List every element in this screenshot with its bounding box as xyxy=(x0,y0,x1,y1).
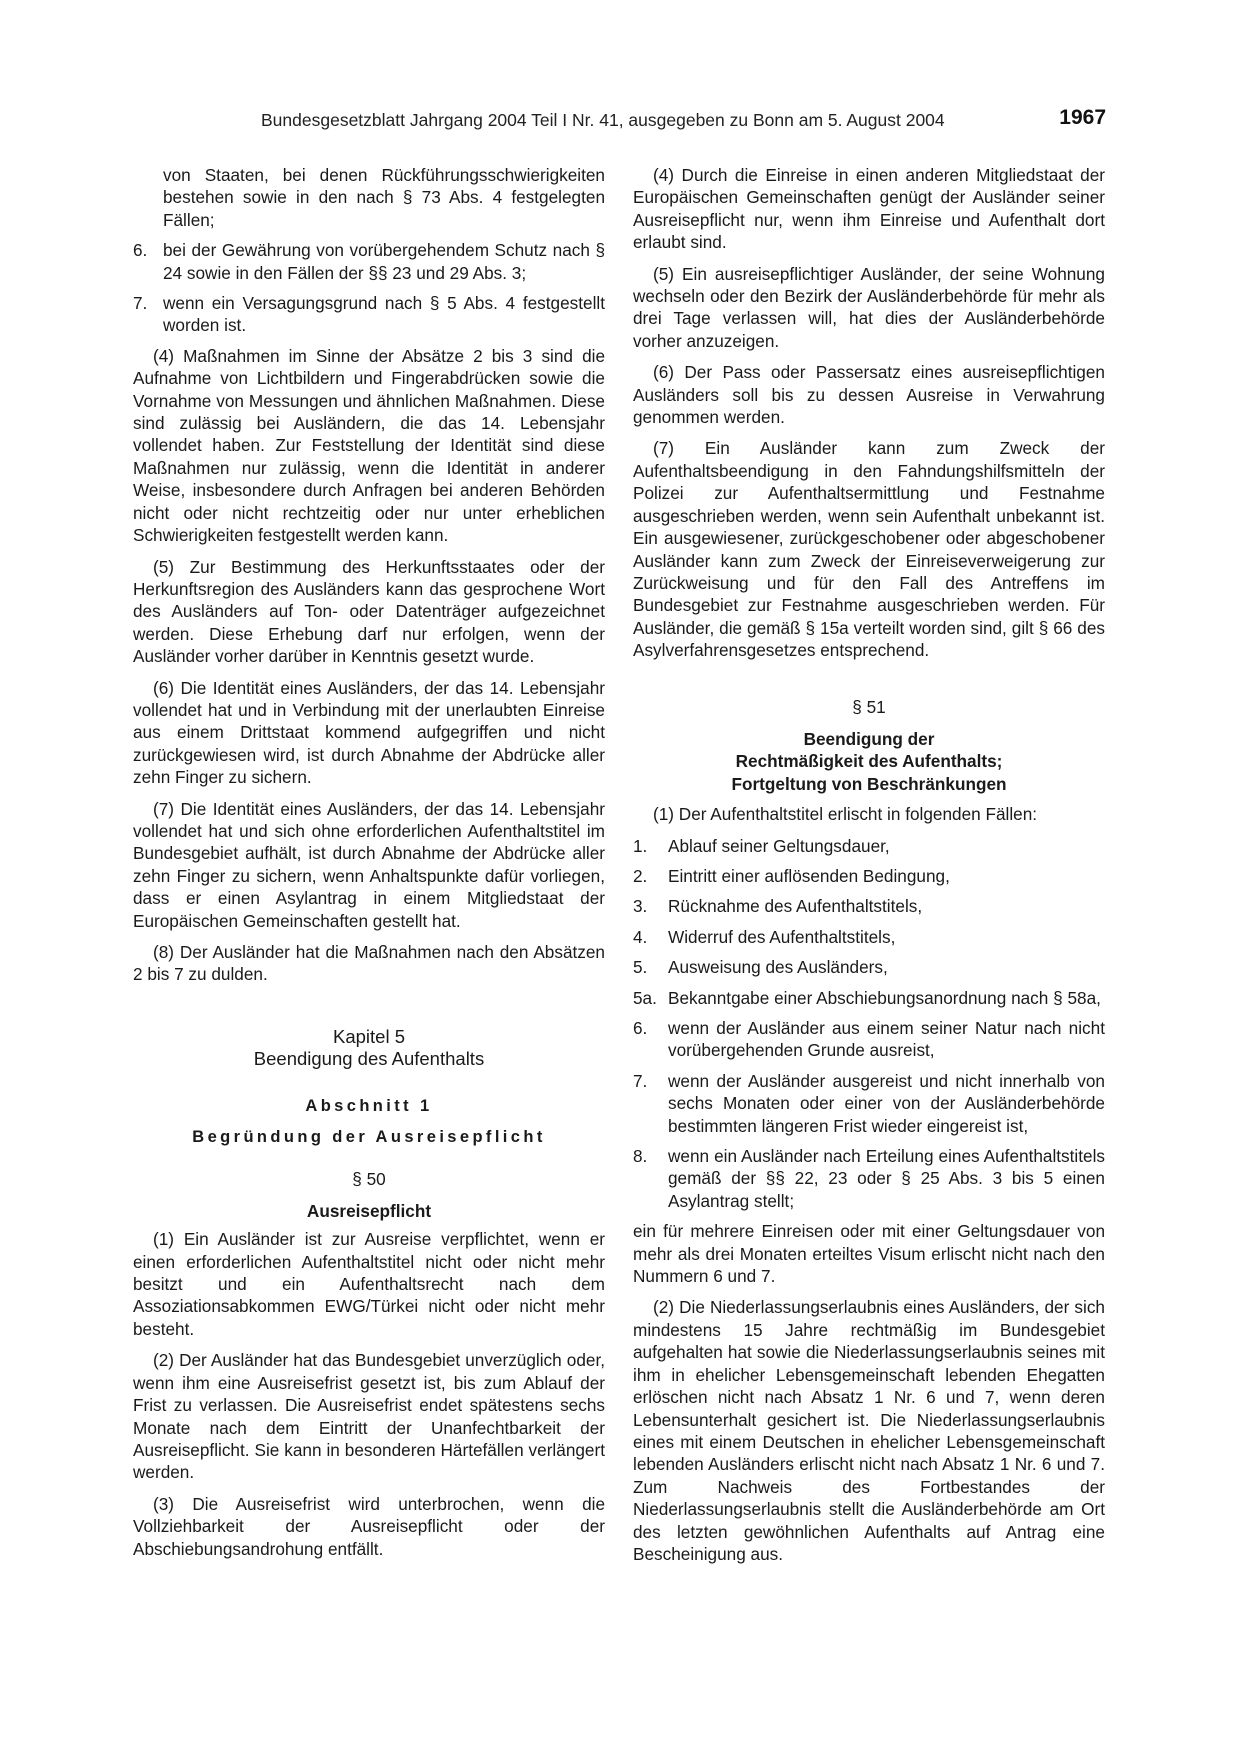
section-title-line: Rechtmäßigkeit des Aufenthalts; xyxy=(735,751,1003,772)
paragraph: (6) Der Pass oder Passersatz eines ausreisepflichtigen Ausländers soll bis zu dessen Ausreise in Verwahrung genommen werden. xyxy=(633,362,1105,428)
list-item xyxy=(633,926,1105,948)
left-column xyxy=(133,164,605,1569)
section-title: Ausreisepflicht xyxy=(306,1200,432,1221)
list-item-text: bei der Gewährung von vorübergehendem Schutz nach § 24 sowie in den Fällen der §§ 23 und 29 Abs. 3; xyxy=(163,240,605,283)
paragraph: (5) Zur Bestimmung des Herkunftsstaates oder der Herkunftsregion des Ausländers kann das gesprochene Wort des Ausländers auf Ton- oder Datenträger aufgezeichnet werden. Diese Erhebung darf nur erfolgen, wenn der Ausländer vorher darüber in Kenntnis gesetzt wurde. xyxy=(133,556,605,667)
paragraph: (2) Der Ausländer hat das Bundesgebiet unverzüglich oder, wenn ihm eine Ausreisefrist gesetzt ist, bis zum Ablauf der Frist zu verlassen. Die Ausreisefrist endet spätestens sechs Monate nach dem Eintritt der Unanfechtbarkeit der Ausreisepflicht. Sie kann in besonderen Härtefällen verlängert werden. xyxy=(133,1350,605,1483)
paragraph: (8) Der Ausländer hat die Maßnahmen nach den Absätzen 2 bis 7 zu dulden. xyxy=(133,942,605,985)
section-title-line: Fortgeltung von Beschränkungen xyxy=(731,773,1007,794)
paragraph: (7) Die Identität eines Ausländers, der das 14. Lebensjahr vollendet hat und sich ohne erforderlichen Aufenthaltstitel im Bundesgebiet aufhält, ist durch Abnahme der Abdrücke aller zehn Finger zu sichern, wenn Anhaltspunkte dafür vorliegen, dass er einen Asylantrag in einem Mitgliedstaat der Europäischen Gemeinschaften gestellt hat. xyxy=(133,798,605,931)
list-item-text: wenn der Ausländer aus einem seiner Natur nach nicht vorübergehenden Grunde ausreist, xyxy=(668,1018,1105,1061)
list-item-text: Ausweisung des Ausländers, xyxy=(668,957,888,978)
list-item xyxy=(633,865,1105,887)
page-header xyxy=(261,106,1106,136)
list-item-continuation: von Staaten, bei denen Rückführungsschwierigkeiten bestehen sowie in den nach § 73 Abs. 4 festgelegten Fällen; xyxy=(163,165,605,230)
section-title-line: Beendigung der xyxy=(803,728,935,749)
list-item xyxy=(633,1017,1105,1062)
list-item-number: 6. xyxy=(133,240,148,261)
list-item-text: Bekanntgabe einer Abschiebungsanordnung nach § 58a, xyxy=(668,987,1101,1008)
right-column xyxy=(633,164,1105,1574)
list-item-number: 5a. xyxy=(633,987,657,1008)
paragraph: (4) Maßnahmen im Sinne der Absätze 2 bis 3 sind die Aufnahme von Lichtbildern und Fingerabdrücken sowie die Vornahme von Messungen und ähnlichen Maßnahmen. Diese sind zulässig bei Ausländern, die das 14. Lebensjahr vollendet haben. Zur Feststellung der Identität sind diese Maßnahmen nur zulässig, wenn die Identität in anderer Weise, insbesondere durch Anfragen bei anderen Behörden nicht oder nicht rechtzeitig oder nur unter erheblichen Schwierigkeiten festgestellt werden kann. xyxy=(133,345,605,546)
page-number: 1967 xyxy=(1059,106,1106,129)
list-item-number: 7. xyxy=(133,293,148,314)
list-item xyxy=(633,835,1105,857)
paragraph: (2) Die Niederlassungserlaubnis eines Ausländers, der sich mindestens 15 Jahre rechtmäßig im Bundesgebiet aufgehalten hat sowie die Niederlassungserlaubnis seines mit ihm in ehelicher Lebensgemeinschaft lebenden Ehegatten erlöschen nicht nach Absatz 1 Nr. 6 und 7, wenn deren Lebensunterhalt gesichert ist. Die Niederlassungserlaubnis eines mit einem Deutschen in ehelicher Lebensgemeinschaft lebenden Ausländers erlischt nicht nach Absatz 1 Nr. 6 und 7. Zum Nachweis des Fortbestandes der Niederlassungserlaubnis stellt die Ausländerbehörde am Ort des letzten gewöhnlichen Aufenthalts auf Antrag eine Bescheinigung aus. xyxy=(633,1297,1105,1564)
gazette-title: Bundesgesetzblatt Jahrgang 2004 Teil I Nr. 41, ausgegeben zu Bonn am 5. August 2004 xyxy=(261,110,945,130)
section-group-heading: Abschnitt 1 xyxy=(305,1096,433,1115)
section-group-title: Begründung der Ausreisepflicht xyxy=(192,1128,546,1147)
list-item xyxy=(633,956,1105,978)
list-item-text: wenn ein Versagungsgrund nach § 5 Abs. 4 festgestellt worden ist. xyxy=(163,293,605,336)
list-item xyxy=(133,292,605,337)
paragraph: (4) Durch die Einreise in einen anderen Mitgliedstaat der Europäischen Gemeinschaften genügt der Ausländer seiner Ausreisepflicht nur, wenn ihm Einreise und Aufenthalt dort erlaubt sind. xyxy=(633,165,1105,253)
list-item xyxy=(133,239,605,284)
paragraph: (1) Ein Ausländer ist zur Ausreise verpflichtet, wenn er einen erforderlichen Aufenthaltstitel nicht oder nicht mehr besitzt und ein Aufenthaltsrecht nach dem Assoziationsabkommen EWG/Türkei nicht oder nicht mehr besteht. xyxy=(133,1229,605,1339)
paragraph: (6) Die Identität eines Ausländers, der das 14. Lebensjahr vollendet hat und in Verbindung mit der unerlaubten Einreise aus einem Drittstaat kommend aufgegriffen und nicht zurückgewiesen wird, ist durch Abnahme der Abdrücke aller zehn Finger zu sichern. xyxy=(133,677,605,788)
paragraph: (5) Ein ausreisepflichtiger Ausländer, der seine Wohnung wechseln oder den Bezirk der Ausländerbehörde für mehr als drei Tage verlassen will, hat dies der Ausländerbehörde vorher anzuzeigen. xyxy=(633,263,1105,351)
section-number: § 50 xyxy=(352,1169,386,1190)
list-item-number: 7. xyxy=(633,1070,648,1091)
list-item-number: 2. xyxy=(633,865,648,886)
list-item-text: Rücknahme des Aufenthaltstitels, xyxy=(668,896,923,917)
paragraph: (3) Die Ausreisefrist wird unterbrochen, wenn die Vollziehbarkeit der Ausreisepflicht oder der Abschiebungsandrohung entfällt. xyxy=(133,1493,605,1559)
list-item xyxy=(633,1070,1105,1137)
list-item-text: Eintritt einer auflösenden Bedingung, xyxy=(668,865,950,886)
list-item-text: wenn der Ausländer ausgereist und nicht innerhalb von sechs Monaten oder einer von der Ausländerbehörde bestimmten längeren Frist wieder eingereist ist, xyxy=(668,1070,1105,1136)
chapter-title: Beendigung des Aufenthalts xyxy=(253,1048,485,1070)
list-item-number: 6. xyxy=(633,1018,648,1038)
section-number: § 51 xyxy=(852,696,886,717)
list-item-number: 5. xyxy=(633,957,648,978)
list-item-number: 8. xyxy=(633,1146,648,1167)
list-item-number: 3. xyxy=(633,896,648,917)
paragraph: ein für mehrere Einreisen oder mit einer Geltungsdauer von mehr als drei Monaten erteiltes Visum erlischt nicht nach den Nummern 6 und 7. xyxy=(633,1221,1105,1287)
list-item xyxy=(633,1145,1105,1212)
chapter-heading: Kapitel 5 xyxy=(333,1025,405,1047)
list-item-number: 1. xyxy=(633,835,648,856)
list-item-text: Ablauf seiner Geltungsdauer, xyxy=(668,835,890,856)
paragraph: (7) Ein Ausländer kann zum Zweck der Aufenthaltsbeendigung in den Fahndungshilfsmitteln der Polizei zur Aufenthaltsermittlung und Festnahme ausgeschrieben werden, wenn sein Aufenthalt unbekannt ist. Ein ausgewiesener, zurückgeschobener oder abgeschobener Ausländer kann zum Zweck der Einreiseverweigerung zur Zurückweisung und für den Fall des Antreffens im Bundesgebiet zur Festnahme ausgeschrieben werden. Für Ausländer, die gemäß § 15a verteilt worden sind, gilt § 66 des Asylverfahrensgesetzes entsprechend. xyxy=(633,438,1105,661)
list-item-number: 4. xyxy=(633,926,648,947)
paragraph: (1) Der Aufenthaltstitel erlischt in folgenden Fällen: xyxy=(653,804,1038,825)
list-item-text: Widerruf des Aufenthaltstitels, xyxy=(668,926,896,947)
list-item xyxy=(633,987,1105,1009)
list-item xyxy=(633,895,1105,917)
list-item-text: wenn ein Ausländer nach Erteilung eines Aufenthaltstitels gemäß der §§ 22, 23 oder § 25 Abs. 3 bis 5 einen Asylantrag stellt; xyxy=(668,1146,1105,1211)
